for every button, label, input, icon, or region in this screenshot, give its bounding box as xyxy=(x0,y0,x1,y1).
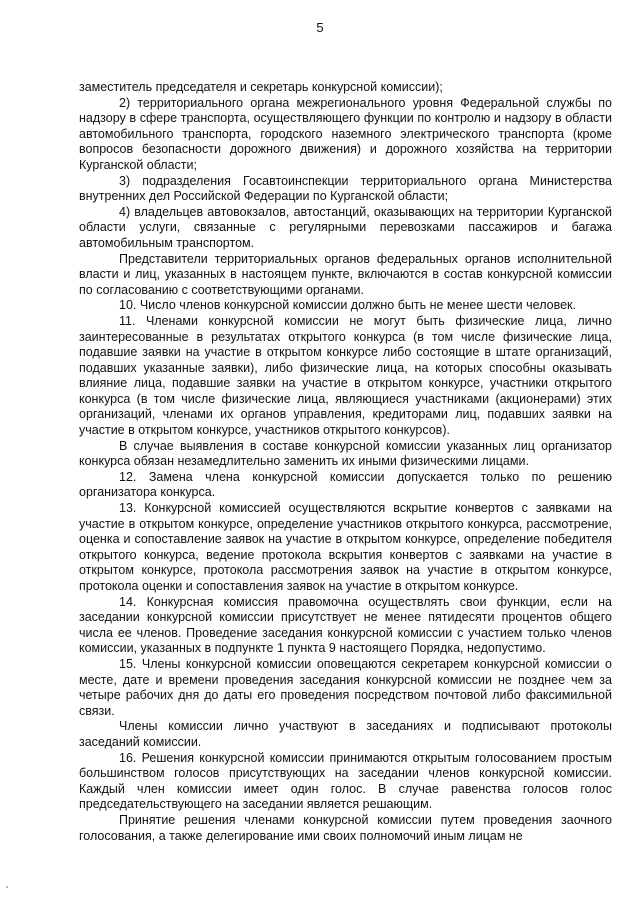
page-number: 5 xyxy=(316,20,324,35)
document-body xyxy=(79,80,612,844)
paragraph: 10. Число членов конкурсной комиссии должно быть не менее шести человек. xyxy=(119,298,576,313)
paragraph: 11. Членами конкурсной комиссии не могут быть физические лица, лично заинтересованные в результатах открытого конкурса (в том числе физические лица, подавшие заявки на участие в открытом конкурсе либо состоящие в штате организаций, подавших указанные заявки), либо физические лица, на которых способны оказывать влияние лица, подавшие заявки на участие в открытом конкурсе, участники открытого конкурса (в том числе физические лица, являющиеся участниками (акционерами) этих организаций, членами их органов управления, кредиторами лиц, подавших заявки на участие в открытом конкурсе, участников открытого конкурсов). xyxy=(79,313,612,438)
paragraph: 14. Конкурсная комиссия правомочна осуществлять свои функции, если на заседании конкурсной комиссии присутствует не менее пятидесяти процентов общего числа ее членов. Проведение заседания конкурсной комиссии с участием только членов комиссии, указанных в подпункте 1 пункта 9 настоящего Порядка, недопустимо. xyxy=(79,594,612,656)
scan-artifact xyxy=(6,886,8,888)
paragraph: 2) территориального органа межрегионального уровня Федеральной службы по надзору в сфере транспорта, осуществляющего функции по контролю и надзору в области автомобильного транспорта, городского наземного электрического транспорта (кроме вопросов безопасности дорожного движения) и дорожного хозяйства на территории Курганской области; xyxy=(79,95,612,172)
paragraph: Принятие решения членами конкурсной комиссии путем проведения заочного голосования, а также делегирование ими своих полномочий иным лицам не xyxy=(79,812,612,843)
paragraph: заместитель председателя и секретарь конкурсной комиссии); xyxy=(79,80,443,94)
paragraph: 4) владельцев автовокзалов, автостанций, оказывающих на территории Курганской области услуги, связанные с регулярными перевозками пассажиров и багажа автомобильным транспортом. xyxy=(79,204,612,250)
paragraph: В случае выявления в составе конкурсной комиссии указанных лиц организатор конкурса обязан незамедлительно заменить их иными физическими лицами. xyxy=(79,438,612,469)
paragraph: 13. Конкурсной комиссией осуществляются вскрытие конвертов с заявками на участие в открытом конкурсе, определение участников открытого конкурса, рассмотрение, оценка и сопоставление заявок на участие в открытом конкурсе, определение победителя открытого конкурса, ведение протокола вскрытия конвертов с заявками на участие в открытом конкурсе, протокола рассмотрения заявок на участие в открытом конкурсе, протокола оценки и сопоставления заявок на участие в открытом конкурсе. xyxy=(79,501,612,593)
paragraph: 12. Замена члена конкурсной комиссии допускается только по решению организатора конкурса. xyxy=(79,469,612,500)
paragraph: Представители территориальных органов федеральных органов исполнительной власти и лиц, указанных в настоящем пункте, включаются в состав конкурсной комиссии по согласованию с соответствующими органами. xyxy=(79,251,612,297)
paragraph: 3) подразделения Госавтоинспекции территориального органа Министерства внутренних дел Российской Федерации по Курганской области; xyxy=(79,173,612,204)
paragraph: 15. Члены конкурсной комиссии оповещаются секретарем конкурсной комиссии о месте, дате и времени проведения заседания конкурсной комиссии не позднее чем за четыре рабочих дня до даты его проведения посредством почтовой либо факсимильной связи. xyxy=(79,656,612,718)
paragraph: 16. Решения конкурсной комиссии принимаются открытым голосованием простым большинством голосов присутствующих на заседании членов конкурсной комиссии. Каждый член комиссии имеет один голос. В случае равенства голосов голос председательствующего на заседании является решающим. xyxy=(79,750,612,812)
paragraph: Члены комиссии лично участвуют в заседаниях и подписывают протоколы заседаний комиссии. xyxy=(79,719,612,749)
